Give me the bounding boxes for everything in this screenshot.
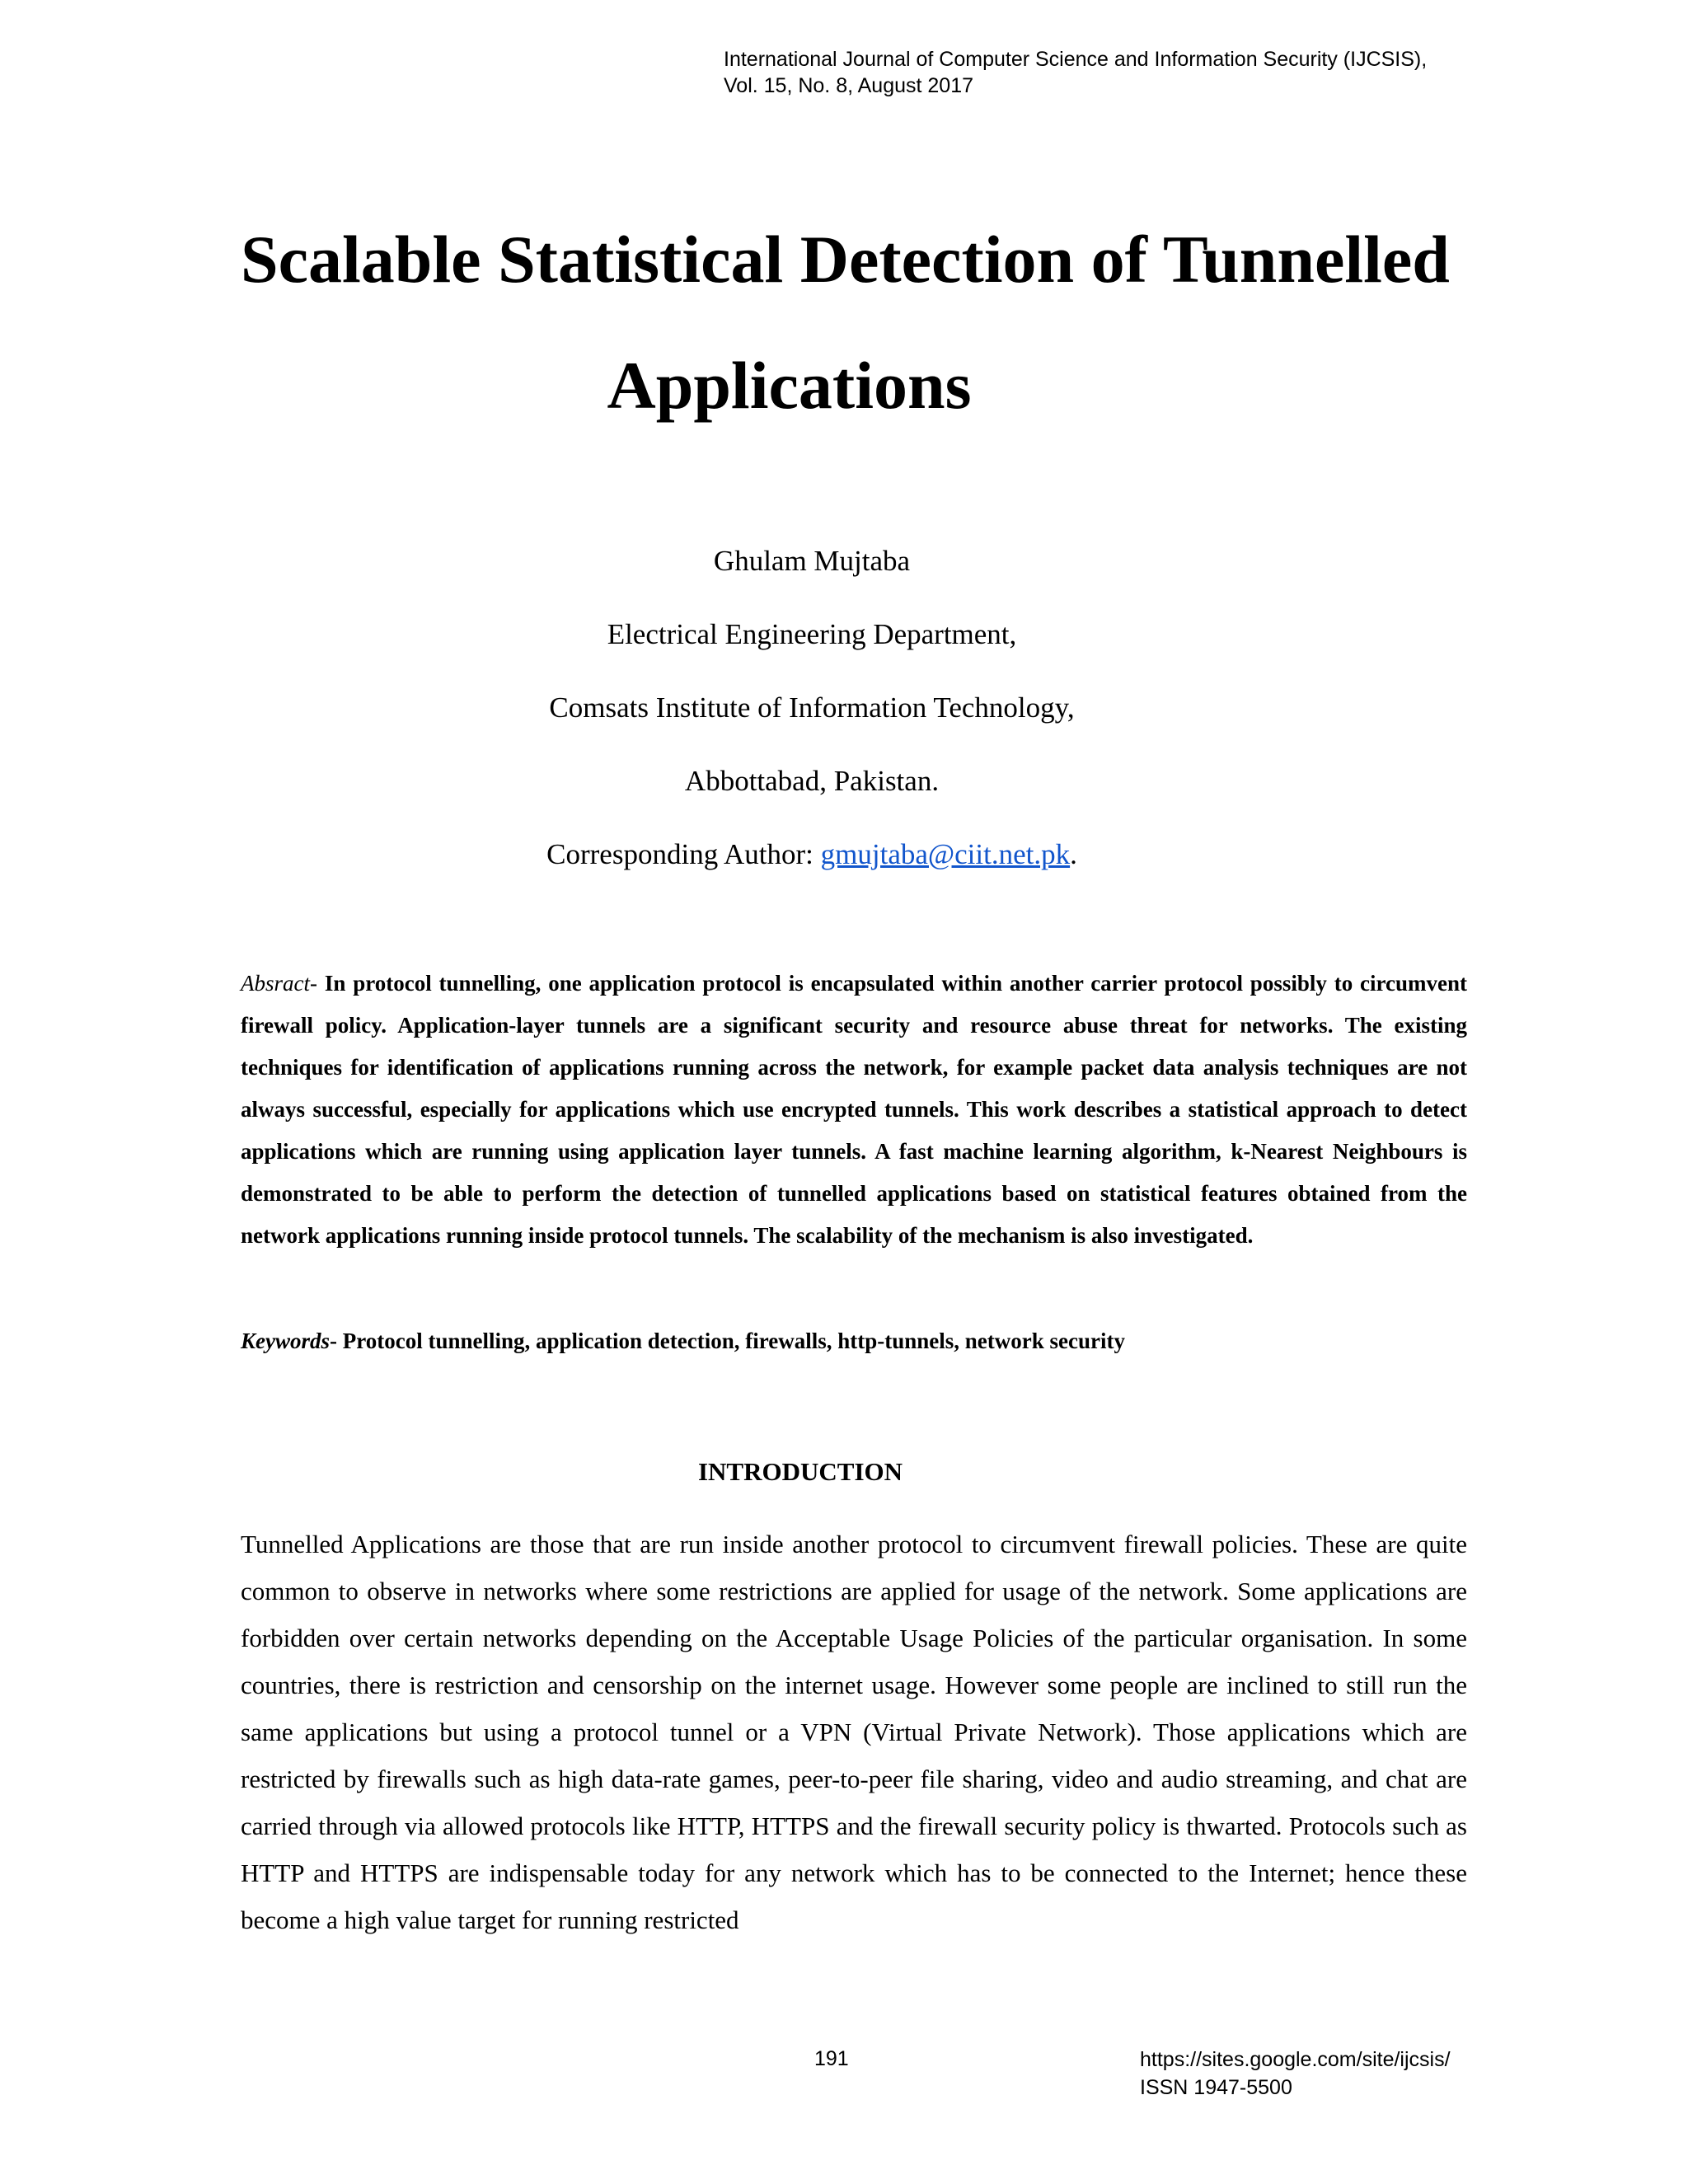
page-number: 191: [814, 2047, 849, 2070]
author-department: Electrical Engineering Department,: [607, 618, 1017, 650]
author-name: Ghulam Mujtaba: [713, 545, 911, 577]
title-line-2: Applications: [607, 348, 972, 423]
journal-volume: Vol. 15, No. 8, August 2017: [724, 74, 974, 97]
email-suffix: .: [1070, 838, 1077, 870]
author-institute: Comsats Institute of Information Technology,: [549, 691, 1075, 724]
journal-header: [724, 46, 1427, 99]
introduction-body: [241, 1521, 1467, 1943]
footer-info: [1140, 2046, 1451, 2102]
abstract: [241, 963, 1467, 1257]
paper-title: [0, 196, 1578, 448]
introduction-paragraph: Tunnelled Applications are those that are run inside another protocol to circumvent firewall policies. These are quite common to observe in networks where some restrictions are applied for usage of the network. Some applications are forbidden over certain networks depending on the Acceptable Usage Policies of the particular organisation. In some countries, there is restriction and censorship on the internet usage. However some people are inclined to still run the same applications but using a protocol tunnel or a VPN (Virtual Private Network). Those applications which are restricted by firewalls such as high data-rate games, peer-to-peer file sharing, video and audio streaming, and chat are carried through via allowed protocols like HTTP, HTTPS and the firewall security policy is thwarted. Protocols such as HTTP and HTTPS are indispensable today for any network which has to be connected to the Internet; hence these become a high value target for running restricted: [241, 1530, 1467, 1934]
author-block: [0, 524, 1624, 891]
author-location: Abbottabad, Pakistan.: [684, 765, 940, 797]
abstract-text: In protocol tunnelling, one application protocol is encapsulated within another carrier protocol possibly to circumvent firewall policy. Application-layer tunnels are a significant security and resource abuse threat for networks. The existing techniques for identification of applications running across the network, for example packet data analysis techniques are not always successful, especially for applications which use encrypted tunnels. This work describes a statistical approach to detect applications which are running using application layer tunnels. A fast machine learning algorithm, k-Nearest Neighbours is demonstrated to be able to perform the detection of tunnelled applications based on statistical features obtained from the network applications running inside protocol tunnels. The scalability of the mechanism is also investigated.: [241, 971, 1468, 1248]
abstract-label: Absract-: [241, 971, 325, 996]
keywords: [241, 1320, 1467, 1362]
keywords-label: Keywords: [241, 1329, 330, 1353]
journal-name: International Journal of Computer Science and Information Security (IJCSIS),: [724, 48, 1428, 71]
introduction-heading: INTRODUCTION: [697, 1457, 903, 1486]
journal-url[interactable]: https://sites.google.com/site/ijcsis/: [1140, 2048, 1451, 2071]
keywords-text: - Protocol tunnelling, application detection, firewalls, http-tunnels, network security: [330, 1329, 1125, 1353]
corresponding-author: [0, 818, 1624, 891]
title-line-1: Scalable Statistical Detection of Tunnelled: [241, 222, 1450, 297]
journal-issn: ISSN 1947-5500: [1140, 2076, 1292, 2099]
corresponding-label: Corresponding Author:: [546, 838, 821, 870]
author-email-link[interactable]: gmujtaba@ciit.net.pk: [820, 838, 1071, 870]
